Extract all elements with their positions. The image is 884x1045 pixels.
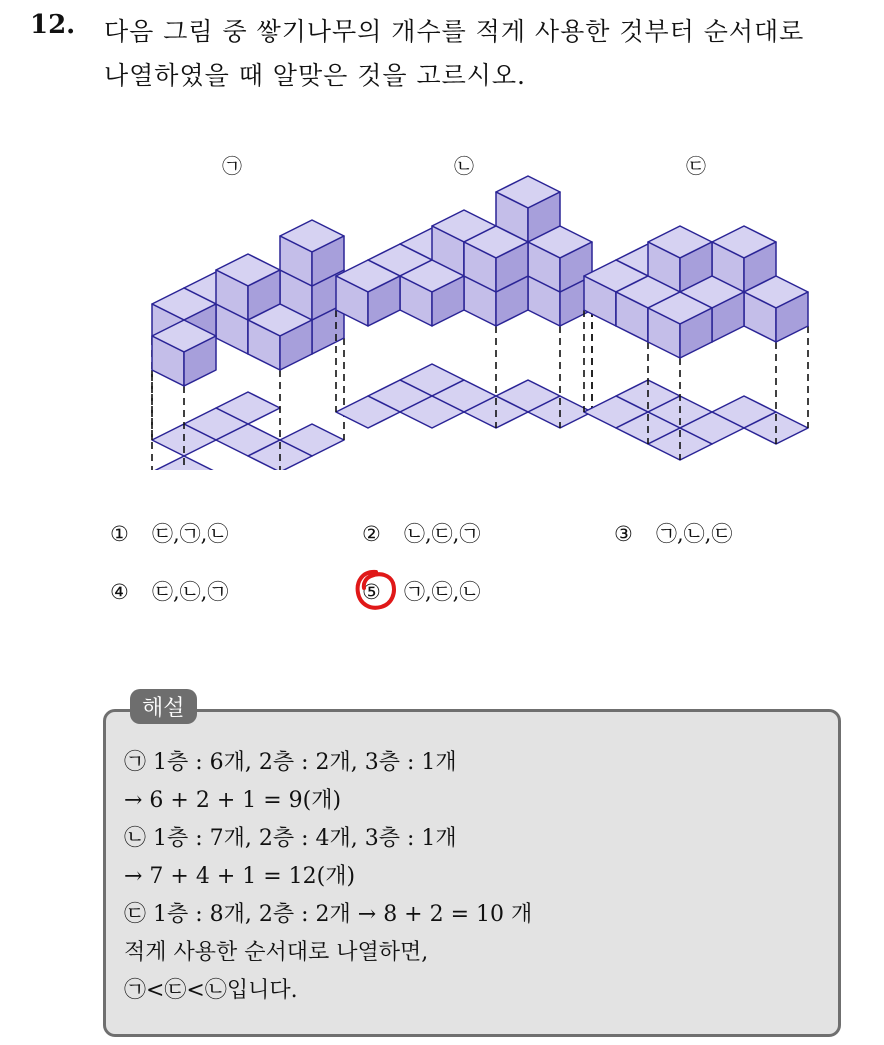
answer-circle-mark xyxy=(352,566,400,614)
choice-1-number: ① xyxy=(110,522,129,546)
solution-line: ㉠ 1층 : 6개, 2층 : 2개, 3층 : 1개 xyxy=(124,750,457,775)
figure-label-c: ㉢ xyxy=(686,154,706,178)
solution-line: ㉢ 1층 : 8개, 2층 : 2개 → 8 + 2 = 10 개 xyxy=(124,902,533,927)
choice-5-number: ⑤ xyxy=(362,580,381,604)
figure-b-cubes xyxy=(336,176,592,428)
figure-label-a: ㉠ xyxy=(222,154,242,178)
solution-text xyxy=(124,744,532,1010)
figure-label-b: ㉡ xyxy=(454,154,474,178)
choice-2[interactable] xyxy=(362,518,480,548)
question-number: 12. xyxy=(30,10,76,40)
solution-line: ㉡ 1층 : 7개, 2층 : 4개, 3층 : 1개 xyxy=(124,826,457,851)
choice-4-number: ④ xyxy=(110,580,129,604)
figure-c-cubes xyxy=(584,226,808,460)
figure-a-cubes xyxy=(152,220,344,470)
choice-1[interactable] xyxy=(110,518,228,548)
choice-1-answer: ㉢,㉠,㉡ xyxy=(152,522,229,546)
choice-3-answer: ㉠,㉡,㉢ xyxy=(656,522,733,546)
stacked-cubes-figures xyxy=(0,0,884,470)
question-line-2: 나열하였을 때 알맞은 것을 고르시오. xyxy=(104,61,526,90)
choice-2-number: ② xyxy=(362,522,381,546)
solution-line: 적게 사용한 순서대로 나열하면, xyxy=(124,940,429,965)
choice-5-answer: ㉠,㉢,㉡ xyxy=(404,580,481,604)
question-line-1: 다음 그림 중 쌓기나무의 개수를 적게 사용한 것부터 순서대로 xyxy=(104,17,805,46)
choice-4-answer: ㉢,㉡,㉠ xyxy=(152,580,229,604)
choice-3[interactable] xyxy=(614,518,732,548)
choice-4[interactable] xyxy=(110,576,228,606)
choice-2-answer: ㉡,㉢,㉠ xyxy=(404,522,481,546)
solution-line: ㉠<㉢<㉡입니다. xyxy=(124,978,298,1003)
solution-tag: 해설 xyxy=(130,689,197,724)
choice-3-number: ③ xyxy=(614,522,633,546)
solution-line: → 7 + 4 + 1 = 12(개) xyxy=(124,864,356,889)
solution-line: → 6 + 2 + 1 = 9(개) xyxy=(124,788,342,813)
